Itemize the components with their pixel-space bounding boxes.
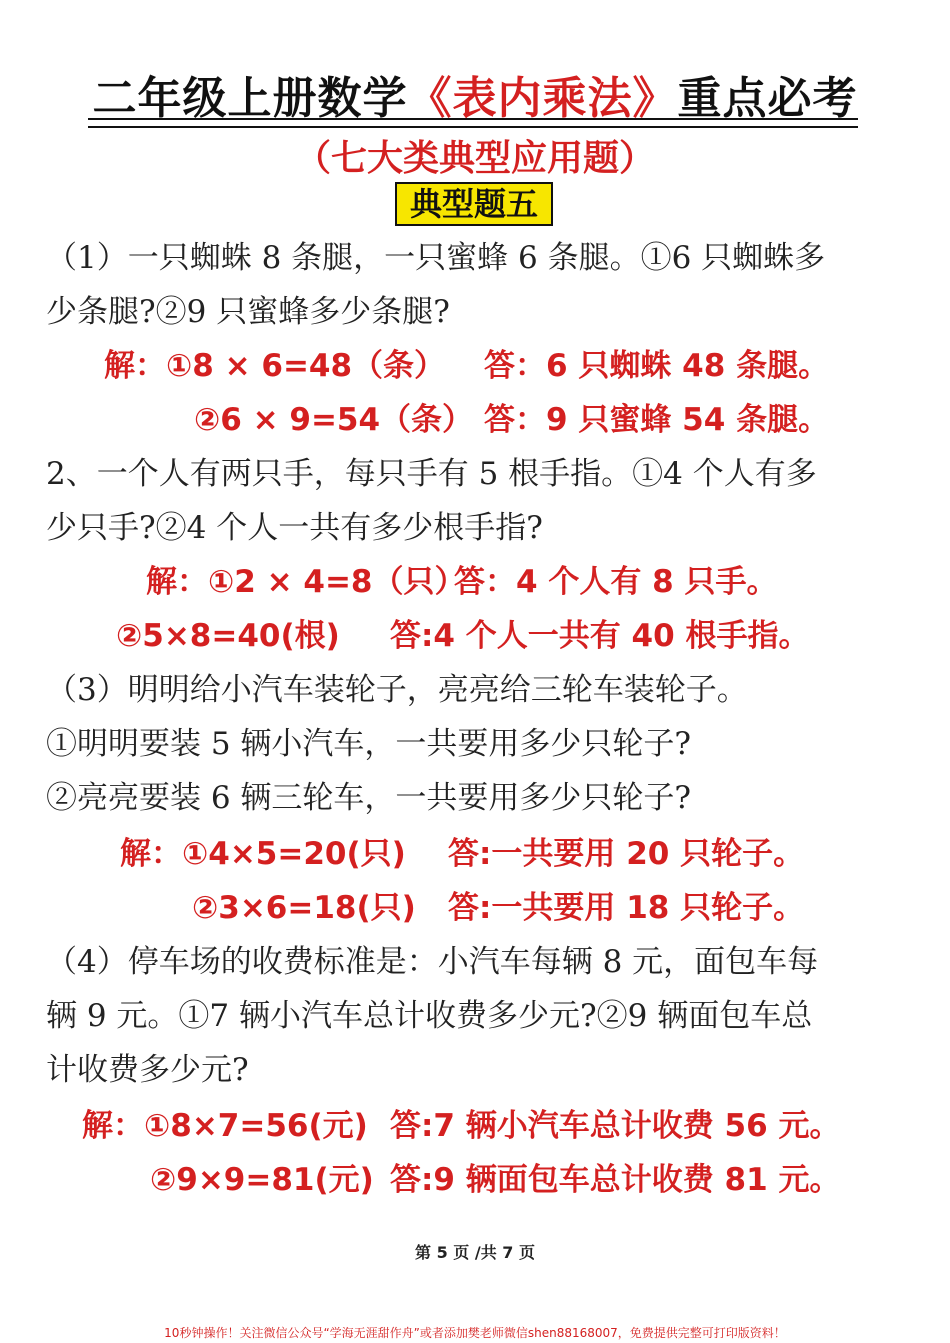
page-subtitle: （七大类典型应用题）: [294, 138, 655, 179]
promo-banner: 10秒钟操作！关注微信公众号“学海无涯甜作舟”或者添加樊老师微信shen88168007，免费提供完整可打印版资料！: [164, 1326, 786, 1340]
problem-3-line-2: ①明明要装 5 辆小汽车，一共要用多少只轮子?: [46, 726, 692, 762]
problem-1-line-2: 少条腿?②9 只蜜蜂多少条腿?: [46, 294, 450, 330]
problem-1-calc-1: 解：①8 × 6=48（条）: [104, 348, 446, 384]
problem-3-line-3: ②亮亮要装 6 辆三轮车，一共要用多少只轮子?: [46, 780, 692, 816]
problem-4-calc-2: ②9×9=81(元): [150, 1162, 374, 1198]
problem-2-line-2: 少只手?②4 个人一共有多少根手指?: [46, 510, 543, 546]
title-part2: 重点必考: [677, 73, 858, 124]
page-number: 第 5 页 /共 7 页: [415, 1243, 535, 1262]
problem-4-line-2: 辆 9 元。①7 辆小汽车总计收费多少元?②9 辆面包车总: [46, 998, 813, 1034]
problem-2-answer-1: 答：4 个人有 8 只手。: [454, 564, 778, 600]
problem-3-answer-1: 答:一共要用 20 只轮子。: [448, 836, 805, 872]
title-highlight: 《表内乘法》: [407, 73, 678, 124]
problem-1-answer-2: 答：9 只蜜蜂 54 条腿。: [484, 402, 830, 438]
problem-4-line-1: （4）停车场的收费标准是：小汽车每辆 8 元，面包车每: [46, 944, 819, 980]
problem-4-answer-2: 答:9 辆面包车总计收费 81 元。: [390, 1162, 841, 1198]
section-badge: 典型题五: [395, 182, 553, 226]
problem-3-calc-1: 解：①4×5=20(只): [120, 836, 406, 872]
problem-4-answer-1: 答:7 辆小汽车总计收费 56 元。: [390, 1108, 841, 1144]
problem-4-calc-1: 解：①8×7=56(元): [82, 1108, 368, 1144]
problem-2-calc-2: ②5×8=40(根): [116, 618, 340, 654]
problem-1-line-1: （1）一只蜘蛛 8 条腿，一只蜜蜂 6 条腿。①6 只蜘蛛多: [46, 240, 826, 276]
title-underline: [88, 118, 858, 128]
problem-4-line-3: 计收费多少元?: [46, 1052, 249, 1088]
problem-1-calc-2: ②6 × 9=54（条）: [194, 402, 474, 438]
problem-2-answer-2: 答:4 个人一共有 40 根手指。: [390, 618, 810, 654]
problem-1-answer-1: 答：6 只蜘蛛 48 条腿。: [484, 348, 830, 384]
problem-2-line-1: 2、一个人有两只手，每只手有 5 根手指。①4 个人有多: [46, 456, 817, 492]
problem-3-line-1: （3）明明给小汽车装轮子，亮亮给三轮车装轮子。: [46, 672, 748, 708]
problem-2-calc-1: 解：①2 × 4=8（只）: [146, 564, 466, 600]
page-title: [0, 62, 950, 126]
problem-3-answer-2: 答:一共要用 18 只轮子。: [448, 890, 805, 926]
problem-3-calc-2: ②3×6=18(只): [192, 890, 416, 926]
title-part1: 二年级上册数学: [92, 73, 408, 124]
